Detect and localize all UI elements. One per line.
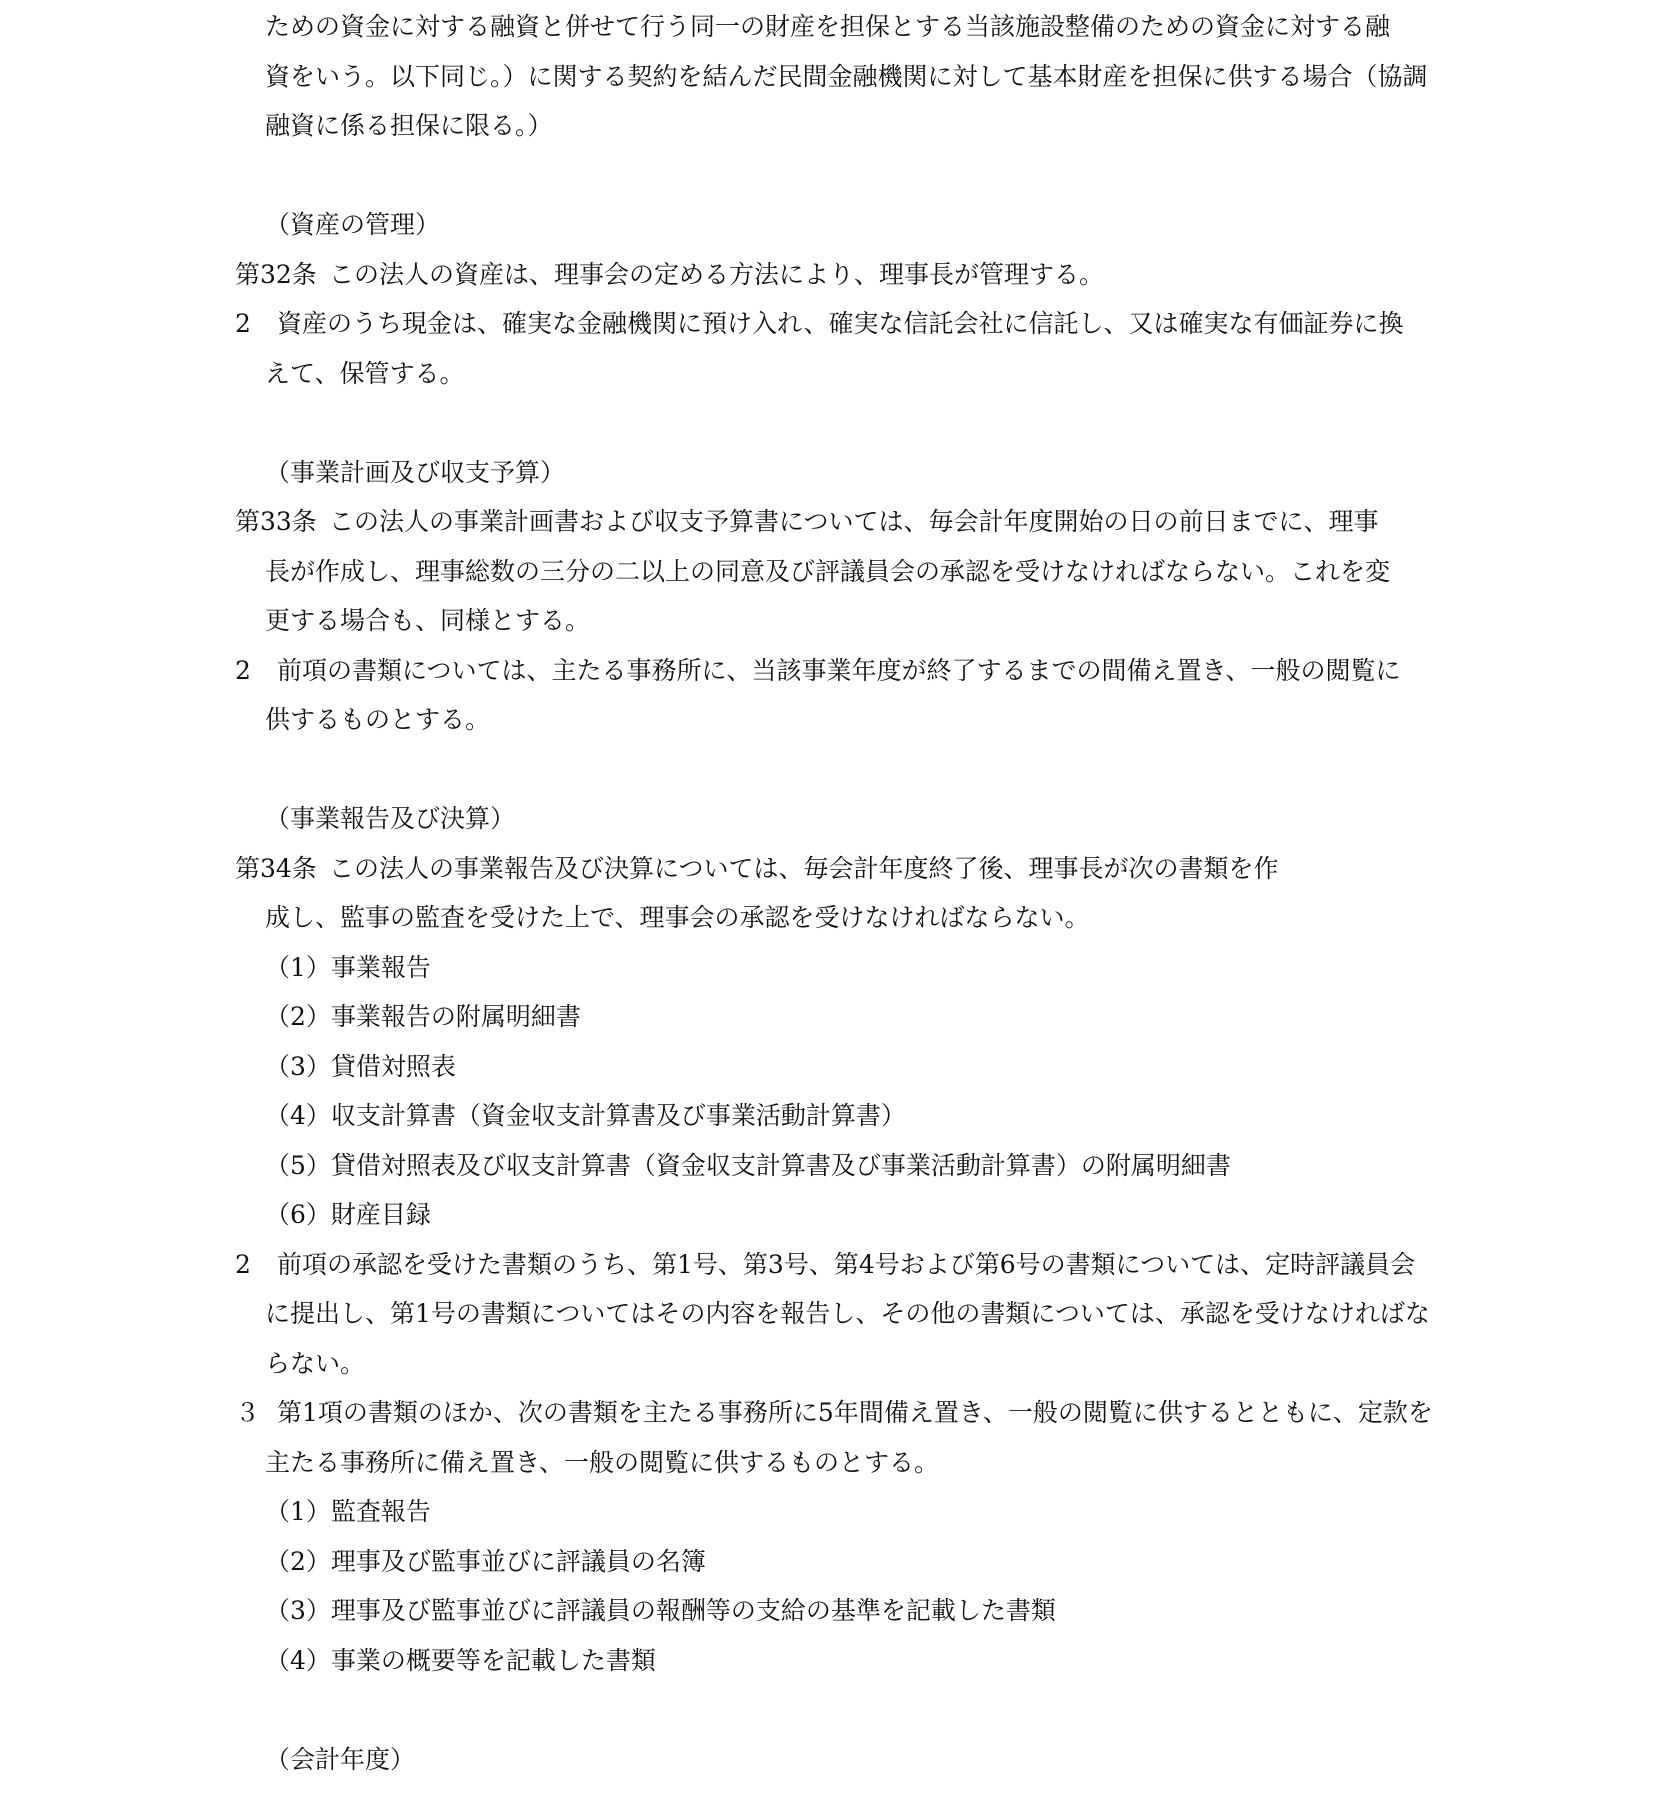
line-text: 前項の書類については、主たる事務所に、当該事業年度が終了するまでの間備え置き、一般の閲覧に xyxy=(277,655,1401,685)
text-line xyxy=(265,1042,456,1092)
text-line xyxy=(265,1735,415,1785)
article-line xyxy=(235,497,1379,547)
line-text: （2）事業報告の附属明細書 xyxy=(265,1002,581,1031)
paragraph-number: 2 xyxy=(235,1249,251,1279)
text-line xyxy=(265,1636,656,1686)
article-line xyxy=(235,250,1104,300)
article-number: 第34条 xyxy=(235,853,317,883)
line-text: （3）貸借対照表 xyxy=(265,1051,456,1081)
text-line xyxy=(265,1141,1231,1191)
line-text: （1）監査報告 xyxy=(265,1497,431,1526)
line-text: （資産の管理） xyxy=(265,210,441,239)
line-text: 長が作成し、理事総数の三分の二以上の同意及び評議員会の承認を受けなければならない。これを変 xyxy=(265,556,1391,586)
line-text: （会計年度） xyxy=(265,1744,416,1774)
line-text: （6）財産目録 xyxy=(265,1200,431,1229)
line-text: この法人の事業報告及び決算については、毎会計年度終了後、理事長が次の書類を作 xyxy=(329,853,1279,883)
paragraph-number: 2 xyxy=(235,655,251,685)
paragraph-line xyxy=(235,1240,1415,1290)
paragraph-number: ３ xyxy=(235,1398,261,1427)
line-text: 更する場合も、同様とする。 xyxy=(265,606,591,635)
article-number: 第33条 xyxy=(235,507,317,536)
line-text: （5）貸借対照表及び収支計算書（資金収支計算書及び事業活動計算書）の附属明細書 xyxy=(265,1150,1231,1180)
article-number: 第32条 xyxy=(235,259,317,289)
text-line xyxy=(265,1537,706,1587)
text-line xyxy=(265,893,1090,943)
line-text: （4）収支計算書（資金収支計算書及び事業活動計算書） xyxy=(265,1101,906,1130)
line-text: 資産のうち現金は、確実な金融機関に預け入れ、確実な信託会社に信託し、又は確実な有価証券に換 xyxy=(277,309,1404,338)
text-line xyxy=(265,1091,906,1141)
text-line xyxy=(265,1339,365,1389)
paragraph-line xyxy=(235,1388,1433,1438)
line-text: 成し、監事の監査を受けた上で、理事会の承認を受けなければならない。 xyxy=(265,903,1090,932)
line-text: （3）理事及び監事並びに評議員の報酬等の支給の基準を記載した書類 xyxy=(265,1596,1056,1625)
line-text: （事業報告及び決算） xyxy=(265,804,516,833)
line-text: ための資金に対する融資と併せて行う同一の財産を担保とする当該施設整備のための資金に対する融 xyxy=(265,12,1391,41)
line-text: （2）理事及び監事並びに評議員の名簿 xyxy=(265,1546,706,1576)
line-text: 主たる事務所に備え置き、一般の閲覧に供するものとする。 xyxy=(265,1447,940,1477)
text-line xyxy=(265,1487,431,1537)
text-line xyxy=(265,794,515,844)
line-text: えて、保管する。 xyxy=(265,358,465,388)
text-line xyxy=(265,943,431,993)
text-line xyxy=(265,52,1428,102)
text-line xyxy=(265,547,1390,597)
text-line xyxy=(265,200,440,250)
line-text: （1）事業報告 xyxy=(265,952,431,982)
line-text: 資をいう。以下同じ。）に関する契約を結んだ民間金融機関に対して基本財産を担保に供する場合（協調 xyxy=(265,61,1428,91)
line-text: に提出し、第1号の書類についてはその内容を報告し、その他の書類については、承認を受けなければな xyxy=(265,1299,1430,1328)
paragraph-line xyxy=(235,646,1401,696)
line-text: この法人の資産は、理事会の定める方法により、理事長が管理する。 xyxy=(329,259,1105,289)
line-text: 供するものとする。 xyxy=(265,705,491,734)
paragraph-number: 2 xyxy=(235,309,251,338)
text-line xyxy=(265,695,490,745)
text-line xyxy=(265,1289,1430,1339)
text-line xyxy=(265,349,465,399)
paragraph-line xyxy=(235,299,1404,349)
article-line xyxy=(235,844,1279,894)
line-text: 第1項の書類のほか、次の書類を主たる事務所に5年間備え置き、一般の閲覧に供するとともに、定款を xyxy=(277,1398,1433,1427)
line-text: 前項の承認を受けた書類のうち、第1号、第3号、第4号および第6号の書類については、定時評議員会 xyxy=(277,1249,1416,1279)
line-text: 融資に係る担保に限る。） xyxy=(265,111,553,140)
text-line xyxy=(265,101,553,151)
text-line xyxy=(265,596,590,646)
text-line xyxy=(265,1438,939,1488)
text-line xyxy=(265,448,565,498)
text-line xyxy=(265,2,1390,52)
line-text: （事業計画及び収支予算） xyxy=(265,457,566,487)
line-text: この法人の事業計画書および収支予算書については、毎会計年度開始の日の前日までに、理事 xyxy=(329,507,1379,536)
text-line xyxy=(265,992,581,1042)
line-text: らない。 xyxy=(265,1348,366,1378)
text-line xyxy=(265,1586,1056,1636)
text-line xyxy=(265,1190,431,1240)
line-text: （4）事業の概要等を記載した書類 xyxy=(265,1645,656,1675)
